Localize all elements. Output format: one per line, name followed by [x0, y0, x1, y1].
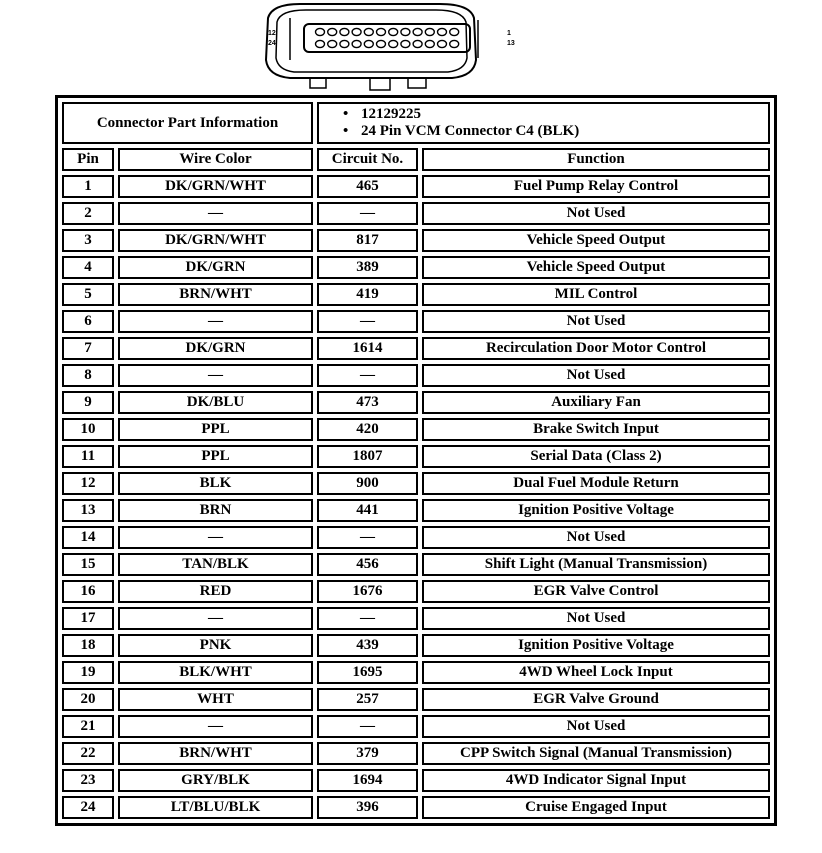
part-number: • 12129225	[343, 106, 768, 123]
circuit-number-cell: 420	[317, 418, 418, 441]
table-row	[62, 391, 770, 414]
pin-cell: 16	[62, 580, 114, 603]
table-row	[62, 364, 770, 387]
column-header-wire-color: Wire Color	[118, 148, 313, 171]
pin-cell: 8	[62, 364, 114, 387]
pin-hole	[316, 28, 325, 35]
wire-color-cell: DK/GRN	[118, 337, 313, 360]
function-cell: MIL Control	[422, 283, 770, 306]
function-cell: Vehicle Speed Output	[422, 229, 770, 252]
pin-hole	[413, 40, 422, 47]
pin-cell: 20	[62, 688, 114, 711]
wire-color-cell: DK/BLU	[118, 391, 313, 414]
pin-hole	[413, 28, 422, 35]
table-row	[62, 175, 770, 198]
pin-hole	[340, 28, 349, 35]
function-cell: Vehicle Speed Output	[422, 256, 770, 279]
wire-color-cell: —	[118, 310, 313, 333]
pin-label-12: 12	[268, 30, 276, 37]
function-cell: 4WD Indicator Signal Input	[422, 769, 770, 792]
pin-hole	[377, 40, 386, 47]
wire-color-cell: —	[118, 364, 313, 387]
table-row	[62, 202, 770, 225]
function-cell: CPP Switch Signal (Manual Transmission)	[422, 742, 770, 765]
pin-cell: 13	[62, 499, 114, 522]
pin-hole	[438, 40, 447, 47]
column-header-circuit-no: Circuit No.	[317, 148, 418, 171]
table-row	[62, 661, 770, 684]
wire-color-cell: —	[118, 202, 313, 225]
circuit-number-cell: 257	[317, 688, 418, 711]
pin-hole	[364, 40, 373, 47]
function-cell: Not Used	[422, 202, 770, 225]
pin-cell: 22	[62, 742, 114, 765]
wire-color-cell: PPL	[118, 445, 313, 468]
pin-hole	[352, 28, 361, 35]
function-cell: Auxiliary Fan	[422, 391, 770, 414]
circuit-number-cell: —	[317, 202, 418, 225]
table-row	[62, 634, 770, 657]
pin-cell: 1	[62, 175, 114, 198]
wire-color-cell: BLK	[118, 472, 313, 495]
pin-cell: 6	[62, 310, 114, 333]
pin-cell: 7	[62, 337, 114, 360]
column-header-function: Function	[422, 148, 770, 171]
function-cell: Dual Fuel Module Return	[422, 472, 770, 495]
circuit-number-cell: 456	[317, 553, 418, 576]
table-row	[62, 283, 770, 306]
circuit-number-cell: 441	[317, 499, 418, 522]
circuit-number-cell: 1695	[317, 661, 418, 684]
function-cell: Shift Light (Manual Transmission)	[422, 553, 770, 576]
wire-color-cell: GRY/BLK	[118, 769, 313, 792]
connector-tabs	[310, 78, 426, 90]
pin-cell: 19	[62, 661, 114, 684]
table-row	[62, 796, 770, 819]
pin-cell: 11	[62, 445, 114, 468]
function-cell: EGR Valve Ground	[422, 688, 770, 711]
wire-color-cell: DK/GRN	[118, 256, 313, 279]
wire-color-cell: DK/GRN/WHT	[118, 175, 313, 198]
pin-cell: 17	[62, 607, 114, 630]
pin-hole	[438, 28, 447, 35]
wire-color-cell: DK/GRN/WHT	[118, 229, 313, 252]
pin-hole	[425, 28, 434, 35]
pin-label-24: 24	[268, 40, 276, 47]
pin-label-1: 1	[507, 30, 511, 37]
circuit-number-cell: 389	[317, 256, 418, 279]
wire-color-cell: BRN/WHT	[118, 742, 313, 765]
part-info-label: Connector Part Information	[62, 102, 313, 144]
pin-hole	[401, 40, 410, 47]
circuit-number-cell: —	[317, 310, 418, 333]
table-row	[62, 445, 770, 468]
pin-hole	[401, 28, 410, 35]
wire-color-cell: —	[118, 715, 313, 738]
circuit-number-cell: 1676	[317, 580, 418, 603]
wire-color-cell: —	[118, 526, 313, 549]
pin-cell: 5	[62, 283, 114, 306]
table-row	[62, 553, 770, 576]
table-row	[62, 769, 770, 792]
table-row	[62, 580, 770, 603]
wire-color-cell: BRN	[118, 499, 313, 522]
circuit-number-cell: —	[317, 526, 418, 549]
function-cell: EGR Valve Control	[422, 580, 770, 603]
pin-hole	[389, 28, 398, 35]
circuit-number-cell: 900	[317, 472, 418, 495]
circuit-number-cell: 1694	[317, 769, 418, 792]
table-row	[62, 688, 770, 711]
pin-hole	[340, 40, 349, 47]
pin-hole	[389, 40, 398, 47]
connector-diagram	[0, 0, 822, 95]
function-cell: Recirculation Door Motor Control	[422, 337, 770, 360]
circuit-number-cell: 1807	[317, 445, 418, 468]
wire-color-cell: LT/BLU/BLK	[118, 796, 313, 819]
circuit-number-cell: 817	[317, 229, 418, 252]
circuit-number-cell: 439	[317, 634, 418, 657]
pin-cell: 2	[62, 202, 114, 225]
function-cell: Not Used	[422, 526, 770, 549]
table-row	[62, 256, 770, 279]
part-info-list	[317, 102, 770, 144]
pin-cell: 15	[62, 553, 114, 576]
circuit-number-cell: 1614	[317, 337, 418, 360]
function-cell: Ignition Positive Voltage	[422, 634, 770, 657]
part-info-row	[62, 102, 770, 144]
circuit-number-cell: 379	[317, 742, 418, 765]
function-cell: Cruise Engaged Input	[422, 796, 770, 819]
pin-cell: 12	[62, 472, 114, 495]
function-cell: Brake Switch Input	[422, 418, 770, 441]
table-row	[62, 742, 770, 765]
pin-hole	[328, 40, 337, 47]
column-header-pin: Pin	[62, 148, 114, 171]
pin-holes	[316, 28, 459, 47]
function-cell: Not Used	[422, 715, 770, 738]
pin-cell: 14	[62, 526, 114, 549]
wire-color-cell: WHT	[118, 688, 313, 711]
function-cell: 4WD Wheel Lock Input	[422, 661, 770, 684]
pin-hole	[425, 40, 434, 47]
pin-hole	[352, 40, 361, 47]
wire-color-cell: RED	[118, 580, 313, 603]
function-cell: Ignition Positive Voltage	[422, 499, 770, 522]
table-row	[62, 526, 770, 549]
wire-color-cell: BLK/WHT	[118, 661, 313, 684]
circuit-number-cell: —	[317, 607, 418, 630]
circuit-number-cell: —	[317, 715, 418, 738]
circuit-number-cell: —	[317, 364, 418, 387]
table-row	[62, 229, 770, 252]
pin-hole	[450, 40, 459, 47]
function-cell: Serial Data (Class 2)	[422, 445, 770, 468]
pin-cell: 9	[62, 391, 114, 414]
circuit-number-cell: 465	[317, 175, 418, 198]
wire-color-cell: BRN/WHT	[118, 283, 313, 306]
pin-label-13: 13	[507, 40, 515, 47]
table-row	[62, 337, 770, 360]
pin-hole	[450, 28, 459, 35]
pinout-table	[55, 95, 777, 826]
function-cell: Not Used	[422, 310, 770, 333]
table-row	[62, 499, 770, 522]
circuit-number-cell: 396	[317, 796, 418, 819]
pin-cell: 18	[62, 634, 114, 657]
pin-hole	[377, 28, 386, 35]
pin-cell: 21	[62, 715, 114, 738]
circuit-number-cell: 419	[317, 283, 418, 306]
pin-cell: 24	[62, 796, 114, 819]
table-row	[62, 310, 770, 333]
pin-hole	[364, 28, 373, 35]
pin-cell: 3	[62, 229, 114, 252]
pin-cell: 10	[62, 418, 114, 441]
wire-color-cell: TAN/BLK	[118, 553, 313, 576]
circuit-number-cell: 473	[317, 391, 418, 414]
pin-hole	[316, 40, 325, 47]
pin-cell: 23	[62, 769, 114, 792]
table-row	[62, 715, 770, 738]
connector-description: • 24 Pin VCM Connector C4 (BLK)	[343, 123, 768, 140]
function-cell: Fuel Pump Relay Control	[422, 175, 770, 198]
table-row	[62, 607, 770, 630]
wire-color-cell: —	[118, 607, 313, 630]
pin-cell: 4	[62, 256, 114, 279]
column-header-row	[62, 148, 770, 171]
table-row	[62, 472, 770, 495]
pin-cavity-block	[304, 24, 470, 52]
wire-color-cell: PNK	[118, 634, 313, 657]
wire-color-cell: PPL	[118, 418, 313, 441]
pin-hole	[328, 28, 337, 35]
function-cell: Not Used	[422, 607, 770, 630]
table-row	[62, 418, 770, 441]
function-cell: Not Used	[422, 364, 770, 387]
